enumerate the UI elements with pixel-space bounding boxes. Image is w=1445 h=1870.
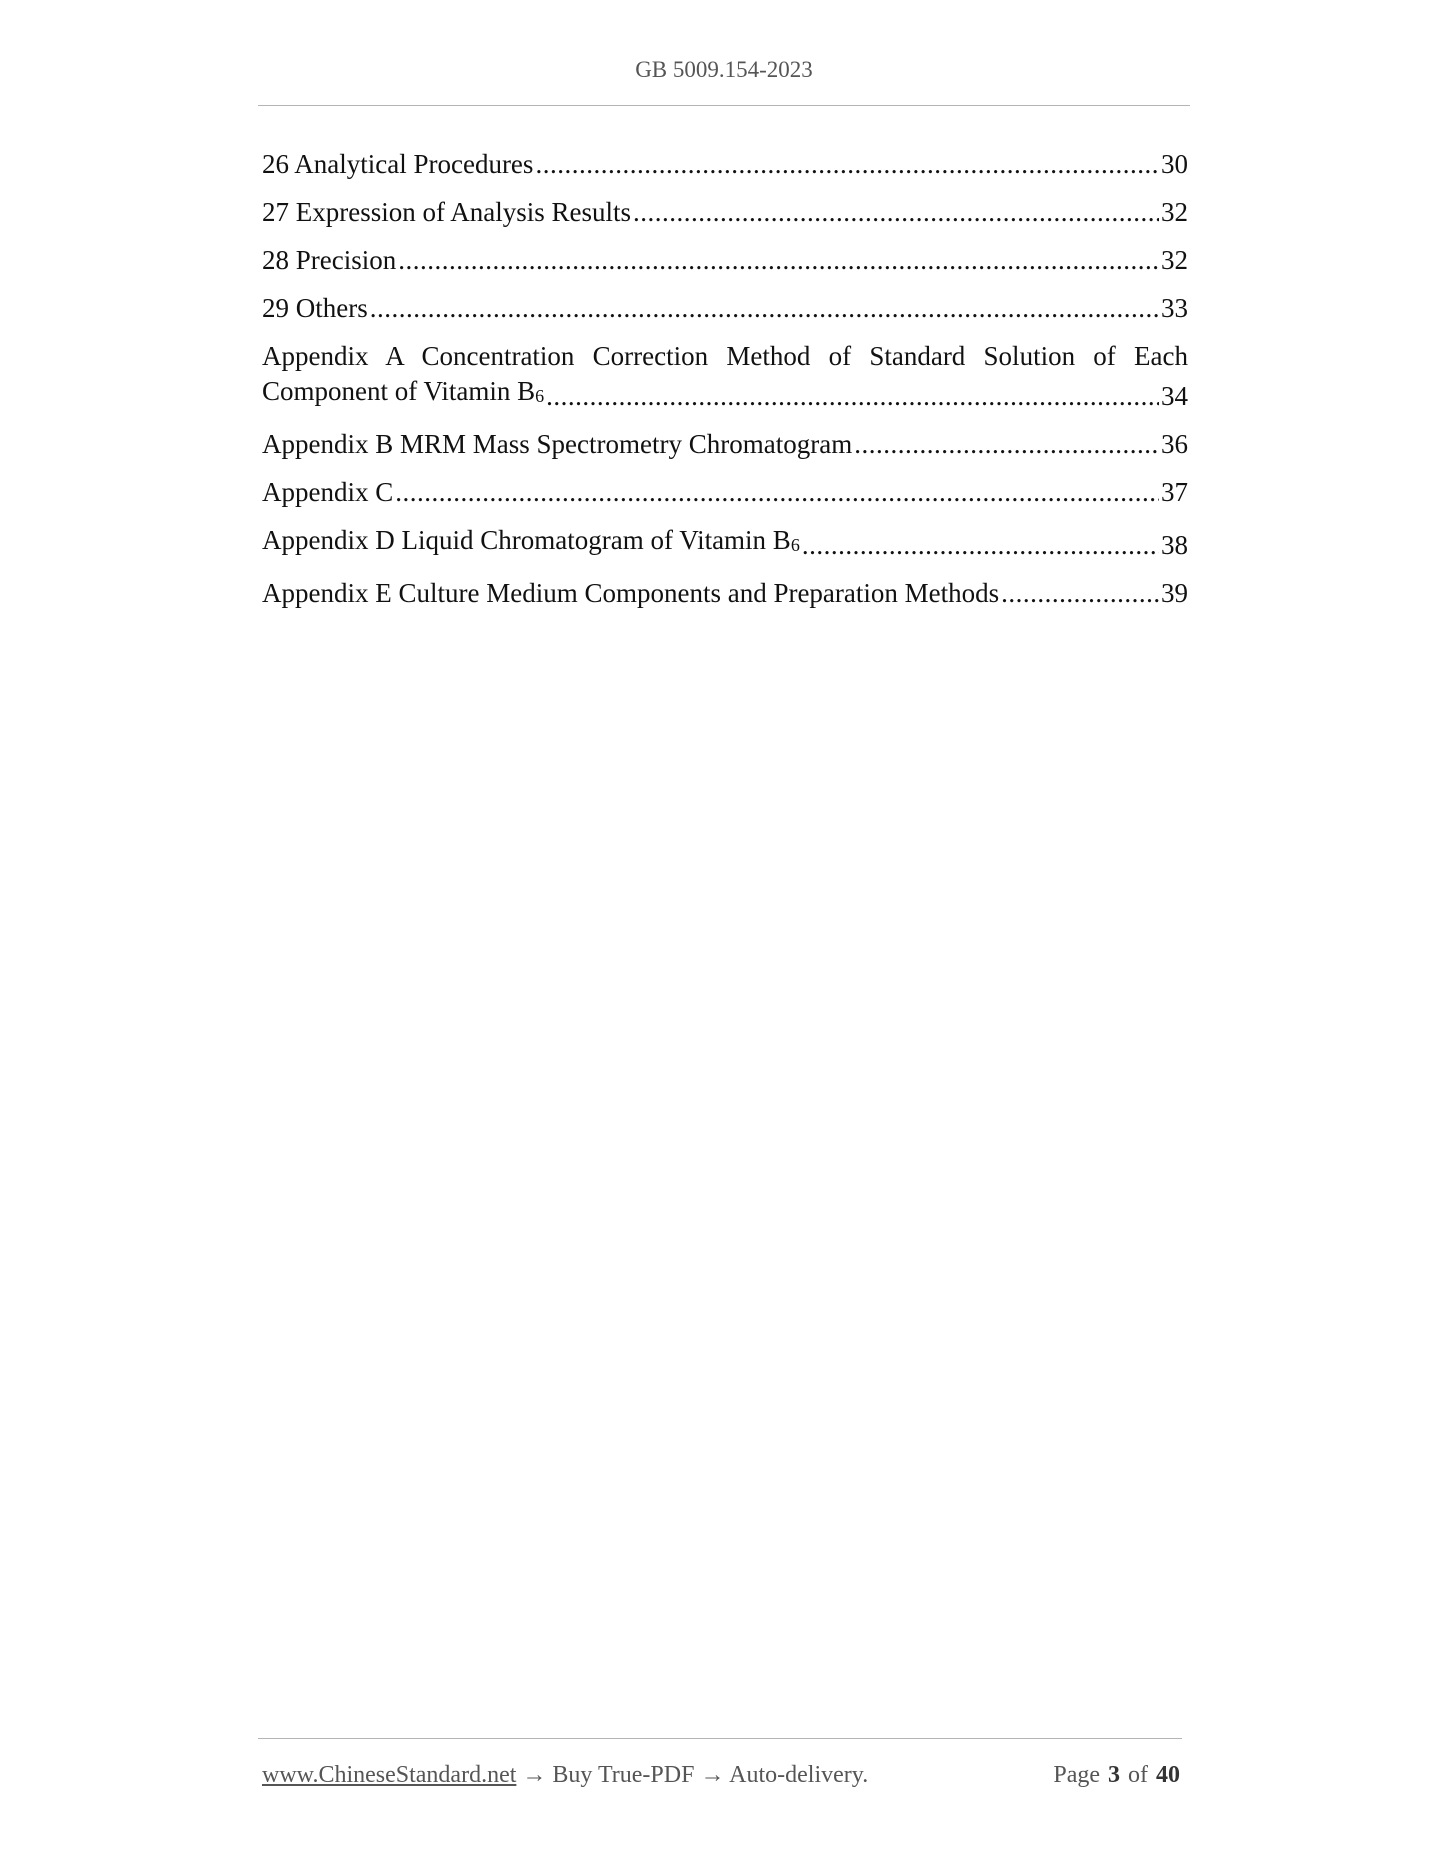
toc-entry-page: 30 [1161,149,1188,179]
toc-entry-appendix-e[interactable] [262,576,1188,611]
toc-entry-title [262,523,800,563]
header-divider [258,105,1190,106]
toc-entry-appendix-a[interactable] [262,339,1188,414]
footer-of-word: of [1128,1762,1148,1788]
toc-entry-page: 36 [1161,429,1188,459]
toc-dot-leader [802,528,1159,563]
toc-entry-page: 33 [1161,293,1188,323]
footer-page-current: 3 [1108,1762,1120,1788]
toc-dot-leader [1001,576,1159,611]
toc-entry-title: 29 Others [262,293,368,323]
footer-delivery-text: Auto-delivery. [729,1762,869,1788]
toc-entry-26[interactable] [262,147,1188,182]
toc-dot-leader [535,147,1159,182]
toc-entry-29[interactable] [262,291,1188,326]
toc-entry-title: 27 Expression of Analysis Results [262,197,631,227]
toc-entry-page: 38 [1161,530,1188,560]
toc-entry-page: 39 [1161,578,1188,608]
toc-dot-leader [370,291,1159,326]
toc-dot-leader [854,427,1159,462]
toc-entry-page: 32 [1161,245,1188,275]
toc-entry-appendix-b[interactable] [262,427,1188,462]
toc-entry-page: 34 [1161,381,1188,411]
footer-left [262,1760,868,1790]
toc-dot-leader [395,475,1159,510]
footer-page-word: Page [1053,1762,1100,1788]
arrow-right-icon: → [522,1762,547,1788]
toc-entry-page: 37 [1161,477,1188,507]
toc-dot-leader [633,195,1159,230]
toc-entry-title [262,374,544,414]
footer-site-link[interactable]: www.ChineseStandard.net [262,1762,517,1788]
toc-entry-page: 32 [1161,197,1188,227]
toc-entry-appendix-d[interactable] [262,523,1188,563]
table-of-contents [262,147,1188,624]
toc-entry-subscript: 6 [790,535,800,555]
toc-entry-title: Appendix E Culture Medium Components and Preparation Methods [262,578,1000,608]
toc-entry-title: 26 Analytical Procedures [262,149,534,179]
footer-page-total: 40 [1156,1762,1180,1788]
toc-entry-subscript: 6 [535,386,545,406]
toc-entry-title-line1: Appendix A Concentration Correction Method of Standard Solution of Each [262,341,1188,371]
toc-entry-title: Appendix B MRM Mass Spectrometry Chromatogram [262,429,853,459]
toc-dot-leader [546,379,1159,414]
footer-buy-text: Buy True-PDF [552,1762,695,1788]
toc-entry-title: Appendix C [262,477,394,507]
toc-entry-28[interactable] [262,243,1188,278]
page-header-standard-id: GB 5009.154-2023 [635,57,813,82]
toc-entry-title: 28 Precision [262,245,397,275]
toc-dot-leader [398,243,1159,278]
toc-entry-title-text: Appendix D Liquid Chromatogram of Vitamin B [262,525,791,555]
arrow-right-icon: → [700,1762,725,1788]
toc-entry-27[interactable] [262,195,1188,230]
footer-page-indicator [1053,1760,1180,1790]
toc-entry-appendix-c[interactable] [262,475,1188,510]
toc-entry-title-text: Component of Vitamin B [262,376,536,406]
footer-divider [258,1738,1182,1739]
page-footer [262,1760,1180,1790]
